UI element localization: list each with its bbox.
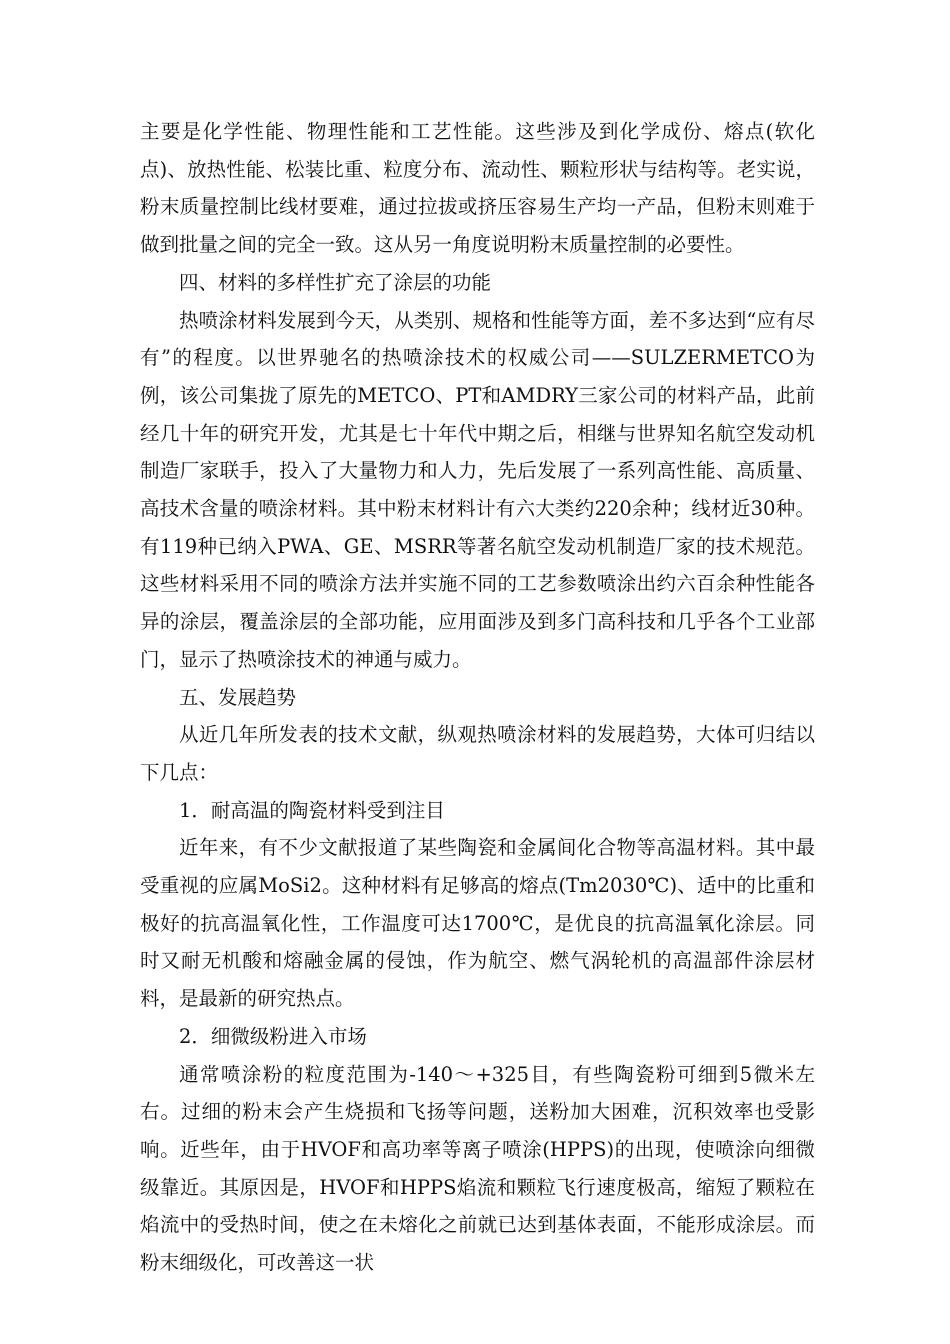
document-body — [140, 113, 815, 1282]
paragraph-ceramics: 近年来，有不少文献报道了某些陶瓷和金属间化合物等高温材料。其中最受重视的应属MoSi2。这种材料有足够高的熔点(Tm2030℃)、适中的比重和极好的抗高温氧化性，工作温度可达1700℃，是优良的抗高温氧化涂层。同时又耐无机酸和熔融金属的侵蚀，作为航空、燃气涡轮机的高温部件涂层材料，是最新的研究热点。 — [140, 836, 815, 1011]
subheading-ceramics: 1．耐高温的陶瓷材料受到注目 — [179, 798, 445, 822]
paragraph-material-diversity: 热喷涂材料发展到今天，从类别、规格和性能等方面，差不多达到“应有尽有”的程度。以世界驰名的热喷涂技术的权威公司——SULZERMETCO为例，该公司集拢了原先的METCO、PT和AMDRY三家公司的材料产品，此前经几十年的研究开发，尤其是七十年代中期之后，相继与世界知名航空发动机制造厂家联手，投入了大量物力和人力，先后发展了一系列高性能、高质量、高技术含量的喷涂材料。其中粉末材料计有六大类约220余种；线材近30种。有119种已纳入PWA、GE、MSRR等著名航空发动机制造厂家的技术规范。这些材料采用不同的喷涂方法并实施不同的工艺参数喷涂出约六百余种性能各异的涂层，覆盖涂层的全部功能，应用面涉及到多门高科技和几乎各个工业部门，显示了热喷涂技术的神通与威力。 — [140, 308, 815, 671]
section-heading-5: 五、发展趋势 — [179, 685, 297, 709]
paragraph-powder-quality: 主要是化学性能、物理性能和工艺性能。这些涉及到化学成份、熔点(软化点)、放热性能、松装比重、粒度分布、流动性、颗粒形状与结构等。老实说，粉末质量控制比线材要难，通过拉拔或挤压容易生产均一产品，但粉末则难于做到批量之间的完全一致。这从另一角度说明粉末质量控制的必要性。 — [140, 120, 815, 257]
section-heading-4: 四、材料的多样性扩充了涂层的功能 — [179, 270, 492, 294]
paragraph-fine-powder: 通常喷涂粉的粒度范围为-140～+325目，有些陶瓷粉可细到5微米左右。过细的粉末会产生烧损和飞扬等问题，送粉加大困难，沉积效率也受影响。近些年，由于HVOF和高功率等离子喷涂(HPPS)的出现，使喷涂向细微级靠近。其原因是，HVOF和HPPS焰流和颗粒飞行速度极高，缩短了颗粒在焰流中的受热时间，使之在未熔化之前就已达到基体表面，不能形成涂层。而粉末细级化，可改善这一状 — [140, 1062, 815, 1275]
subheading-fine-powder: 2．细微级粉进入市场 — [179, 1024, 367, 1048]
paragraph-trends-intro: 从近几年所发表的技术文献，纵观热喷涂材料的发展趋势，大体可归结以下几点： — [140, 723, 815, 784]
